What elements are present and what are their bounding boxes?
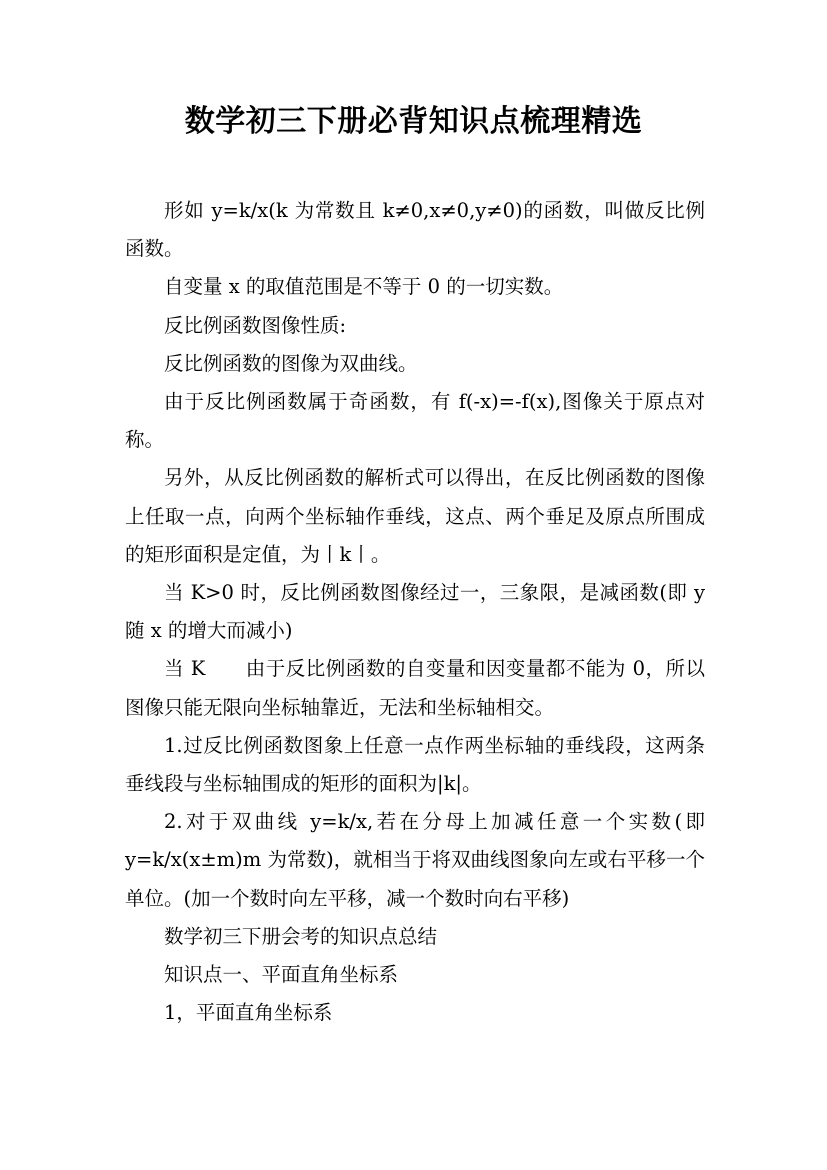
section-heading-summary: 数学初三下册会考的知识点总结 (164, 924, 438, 948)
document-title: 数学初三下册必背知识点梳理精选 (184, 104, 643, 139)
document-body (125, 192, 705, 1032)
paragraph-k-positive: 当 K>0 时，反比例函数图像经过一，三象限，是减函数(即 y 随 x 的增大而减小) (125, 581, 705, 643)
paragraph-rectangle-area: 另外，从反比例函数的解析式可以得出，在反比例函数的图像上任取一点，向两个坐标轴作垂线，这点、两个垂足及原点所围成的矩形面积是定值，为丨k丨。 (125, 466, 705, 566)
paragraph-rule-2: 2.对于双曲线 y=k/x,若在分母上加减任意一个实数(即 y=k/x(x±m)m 为常数)，就相当于将双曲线图象向左或右平移一个单位。(加一个数时向左平移，减一个数时向右平移) (125, 810, 705, 910)
paragraph-domain: 自变量 x 的取值范围是不等于 0 的一切实数。 (164, 275, 564, 299)
paragraph-hyperbola: 反比例函数的图像为双曲线。 (164, 351, 418, 375)
paragraph-odd-function: 由于反比例函数属于奇函数，有 f(-x)=-f(x),图像关于原点对称。 (125, 390, 705, 452)
paragraph-properties-heading: 反比例函数图像性质: (164, 313, 347, 337)
paragraph-rule-1: 1.过反比例函数图象上任意一点作两坐标轴的垂线段，这两条垂线段与坐标轴围成的矩形的面积为|k|。 (125, 733, 705, 796)
section-heading-knowledge-point-1: 知识点一、平面直角坐标系 (164, 963, 399, 987)
paragraph-k-negative: 当 K 由于反比例函数的自变量和因变量都不能为 0，所以图像只能无限向坐标轴靠近，无法和坐标轴相交。 (125, 657, 705, 719)
section-heading-coordinate-system: 1，平面直角坐标系 (164, 1001, 333, 1025)
paragraph-definition: 形如 y=k/x(k 为常数且 k≠0,x≠0,y≠0)的函数，叫做反比例函数。 (125, 199, 705, 261)
